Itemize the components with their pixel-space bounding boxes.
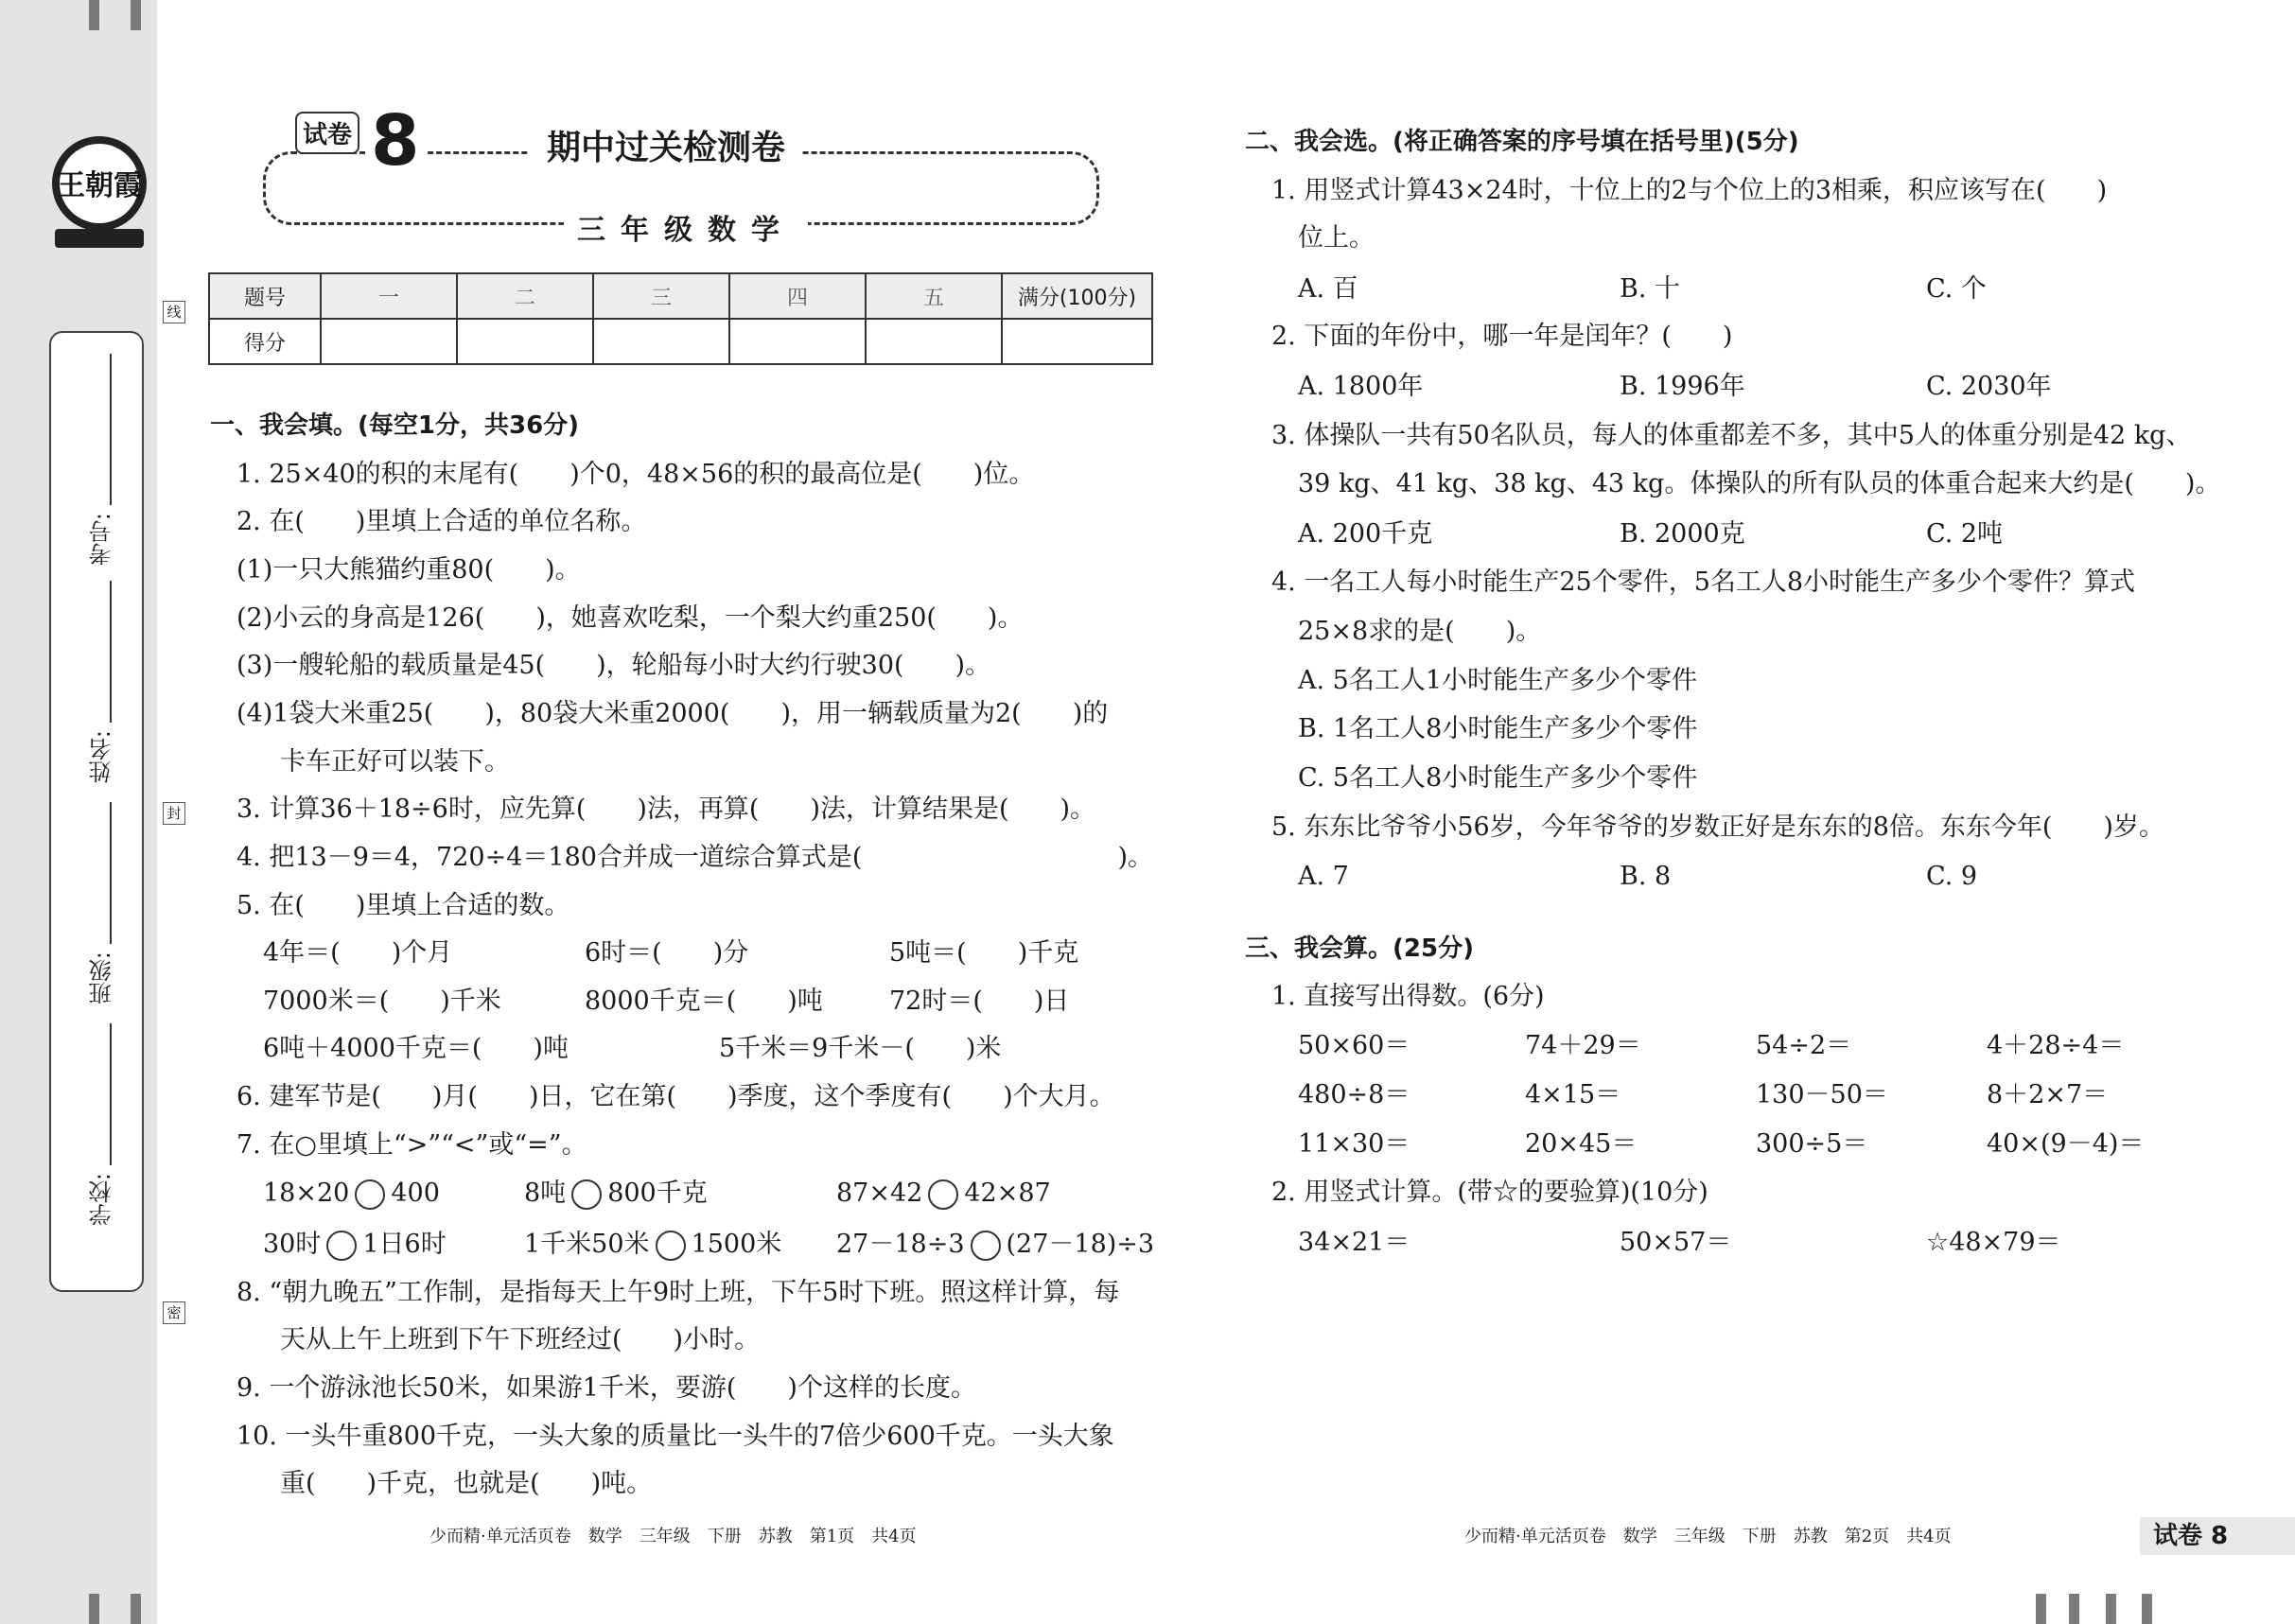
compare-item: 18×20 400	[263, 1179, 440, 1208]
option-a[interactable]: A. 7	[1298, 862, 1349, 891]
registration-mark	[2036, 1594, 2046, 1624]
calc-item: ☆48×79＝	[1926, 1228, 2061, 1257]
score-header-cell: 三	[593, 273, 729, 319]
score-header-cell: 一	[321, 273, 457, 319]
compare-circle[interactable]	[326, 1231, 357, 1261]
registration-mark	[2069, 1594, 2079, 1624]
question-line: 8. “朝九晚五”工作制，是指每天上午9时上班，下午5时下班。照这样计算，每	[237, 1278, 1120, 1307]
compare-circle[interactable]	[571, 1179, 602, 1210]
binding-mark-seal: 封	[163, 802, 185, 825]
footer-left: 少而精·单元活页卷 数学 三年级 下册 苏教 第1页 共4页	[429, 1527, 917, 1546]
option-a[interactable]: A. 200千克	[1298, 519, 1433, 549]
id-field-line[interactable]	[110, 354, 112, 505]
calc-item: 480÷8＝	[1298, 1080, 1410, 1109]
question-line: 10. 一头牛重800千克，一头大象的质量比一头牛的7倍少600千克。一头大象	[237, 1422, 1114, 1451]
school-field-line[interactable]	[110, 1023, 112, 1165]
question-line: 3. 体操队一共有50名队员，每人的体重都差不多，其中5人的体重分别是42 kg、	[1271, 421, 2192, 450]
question-line: 卡车正好可以装下。	[280, 747, 510, 777]
score-row-label: 得分	[209, 319, 321, 364]
score-table-score-row	[209, 319, 1152, 364]
binding-mark-line: 线	[163, 301, 185, 323]
compare-item: 8吨 800千克	[524, 1179, 708, 1208]
score-cell[interactable]	[457, 319, 593, 364]
option-b[interactable]: B. 8	[1620, 862, 1672, 891]
fill-item: 72时＝( )日	[889, 987, 1070, 1016]
compare-circle[interactable]	[928, 1179, 958, 1210]
option-a[interactable]: A. 5名工人1小时能生产多少个零件	[1298, 666, 1698, 695]
registration-mark	[2106, 1594, 2116, 1624]
calc-item: 50×57＝	[1620, 1228, 1732, 1257]
score-cell[interactable]	[593, 319, 729, 364]
name-field-line[interactable]	[110, 581, 112, 723]
paper-badge: 试卷	[295, 112, 359, 154]
option-a[interactable]: A. 1800年	[1298, 372, 1424, 401]
question-line: 4. 一名工人每小时能生产25个零件，5名工人8小时能生产多少个零件？算式	[1271, 568, 2136, 597]
paper-number: 8	[365, 98, 426, 183]
paper-tag: 试卷 8	[2140, 1517, 2295, 1555]
question-line: (1)一只大熊猫约重80( )。	[237, 555, 581, 585]
question-line: 天从上午上班到下午下班经过( )小时。	[280, 1325, 761, 1354]
fill-item: 6时＝( )分	[585, 938, 749, 968]
publisher-logo	[47, 125, 151, 257]
compare-circle[interactable]	[971, 1231, 1001, 1261]
option-c[interactable]: C. 9	[1926, 862, 1978, 891]
calc-item: 34×21＝	[1298, 1228, 1410, 1257]
compare-item: 30时 1日6时	[263, 1230, 447, 1259]
option-b[interactable]: B. 1名工人8小时能生产多少个零件	[1298, 714, 1698, 743]
option-c[interactable]: C. 2030年	[1926, 372, 2052, 401]
calc-item: 300÷5＝	[1756, 1129, 1868, 1159]
calc-item: 4×15＝	[1525, 1080, 1621, 1109]
registration-mark	[89, 1594, 99, 1624]
compare-circle[interactable]	[355, 1179, 385, 1210]
score-table	[208, 272, 1153, 365]
option-b[interactable]: B. 1996年	[1620, 372, 1745, 401]
student-info-panel	[49, 331, 144, 1292]
question-line: 3. 计算36＋18÷6时，应先算( )法，再算( )法，计算结果是( )。	[237, 795, 1096, 824]
option-c[interactable]: C. 2吨	[1926, 519, 2004, 549]
question-line: 5. 在( )里填上合适的数。	[237, 891, 570, 920]
registration-mark	[131, 1594, 141, 1624]
score-header-cell: 题号	[209, 273, 321, 319]
fill-item: 6吨＋4000千克＝( )吨	[263, 1034, 569, 1063]
option-b[interactable]: B. 十	[1620, 274, 1681, 304]
fill-item: 8000千克＝( )吨	[585, 987, 823, 1016]
score-header-cell: 二	[457, 273, 593, 319]
name-label: 姓名:	[89, 730, 115, 784]
class-label: 班级:	[89, 952, 115, 1005]
calc-item: 54÷2＝	[1756, 1031, 1852, 1060]
exam-subtitle: 三年级数学	[564, 206, 808, 248]
calc-item: 40×(9－4)＝	[1987, 1129, 2145, 1159]
id-label: 考号:	[89, 513, 115, 567]
score-cell[interactable]	[866, 319, 1002, 364]
option-c[interactable]: C. 5名工人8小时能生产多少个零件	[1298, 763, 1698, 793]
question-line: 9. 一个游泳池长50米，如果游1千米，要游( )个这样的长度。	[237, 1373, 976, 1403]
score-cell[interactable]	[729, 319, 866, 364]
class-field-line[interactable]	[110, 802, 112, 944]
score-header-cell: 满分(100分)	[1002, 273, 1152, 319]
question-line: 2. 用竖式计算。(带☆的要验算)(10分)	[1271, 1178, 1708, 1207]
question-line: 25×8求的是( )。	[1298, 617, 1542, 646]
score-header-cell: 四	[729, 273, 866, 319]
score-cell[interactable]	[321, 319, 457, 364]
svg-text:王朝霞: 王朝霞	[57, 169, 142, 202]
question-line: 4. 把13－9＝4，720÷4＝180合并成一道综合算式是( )。	[237, 843, 1153, 872]
question-line: 5. 东东比爷爷小56岁，今年爷爷的岁数正好是东东的8倍。东东今年( )岁。	[1271, 812, 2164, 842]
fill-item: 4年＝( )个月	[263, 938, 453, 968]
option-b[interactable]: B. 2000克	[1620, 519, 1745, 549]
calc-item: 74＋29＝	[1525, 1031, 1641, 1060]
question-line: 2. 在( )里填上合适的单位名称。	[237, 507, 647, 536]
calc-item: 20×45＝	[1525, 1129, 1638, 1159]
question-line: 位上。	[1298, 223, 1375, 253]
question-line: 重( )千克，也就是( )吨。	[280, 1469, 653, 1498]
compare-circle[interactable]	[656, 1231, 686, 1261]
question-line: (2)小云的身高是126( )，她喜欢吃梨，一个梨大约重250( )。	[237, 603, 1024, 633]
compare-item: 1千米50米 1500米	[524, 1230, 782, 1259]
binding-mark-secret: 密	[163, 1301, 185, 1324]
option-c[interactable]: C. 个	[1926, 274, 1987, 304]
section-3-title: 三、我会算。(25分)	[1245, 934, 1474, 963]
question-line: 39 kg、41 kg、38 kg、43 kg。体操队的所有队员的体重合起来大约是( )。	[1298, 469, 2221, 498]
score-table-header-row	[209, 273, 1152, 319]
compare-item: 87×42 42×87	[836, 1179, 1051, 1208]
fill-item: 7000米＝( )千米	[263, 987, 501, 1016]
question-line: 2. 下面的年份中，哪一年是闰年？( )	[1271, 322, 1733, 351]
question-line: (3)一艘轮船的载质量是45( )，轮船每小时大约行驶30( )。	[237, 651, 991, 680]
question-line: 6. 建军节是( )月( )日，它在第( )季度，这个季度有( )个大月。	[237, 1082, 1115, 1111]
registration-mark	[131, 0, 141, 30]
calc-item: 50×60＝	[1298, 1031, 1410, 1060]
section-2-title: 二、我会选。(将正确答案的序号填在括号里)(5分)	[1245, 128, 1799, 156]
registration-mark	[2142, 1594, 2152, 1624]
calc-item: 4＋28÷4＝	[1987, 1031, 2125, 1060]
exam-title: 期中过关检测卷	[530, 121, 802, 169]
calc-item: 11×30＝	[1298, 1129, 1410, 1159]
fill-item: 5千米＝9千米－( )米	[719, 1034, 1002, 1063]
question-line: 1. 直接写出得数。(6分)	[1271, 982, 1545, 1011]
question-line: (4)1袋大米重25( )，80袋大米重2000( )，用一辆载质量为2( )的	[237, 699, 1109, 728]
section-1-title: 一、我会填。(每空1分，共36分)	[210, 411, 580, 440]
fill-item: 5吨＝( )千克	[889, 938, 1079, 968]
score-header-cell: 五	[866, 273, 1002, 319]
compare-item: 27－18÷3 (27－18)÷3	[836, 1230, 1155, 1259]
question-line: 1. 用竖式计算43×24时，十位上的2与个位上的3相乘，积应该写在( )	[1271, 176, 2108, 205]
school-label: 学校:	[89, 1173, 115, 1227]
registration-mark	[89, 0, 99, 30]
calc-item: 8＋2×7＝	[1987, 1080, 2109, 1109]
score-cell[interactable]	[1002, 319, 1152, 364]
calc-item: 130－50＝	[1756, 1080, 1888, 1109]
question-line: 1. 25×40的积的末尾有( )个0，48×56的积的最高位是( )位。	[237, 460, 1035, 489]
footer-right: 少而精·单元活页卷 数学 三年级 下册 苏教 第2页 共4页	[1464, 1527, 1952, 1546]
option-a[interactable]: A. 百	[1298, 274, 1358, 304]
question-line: 7. 在○里填上“>”“<”或“=”。	[237, 1130, 587, 1160]
